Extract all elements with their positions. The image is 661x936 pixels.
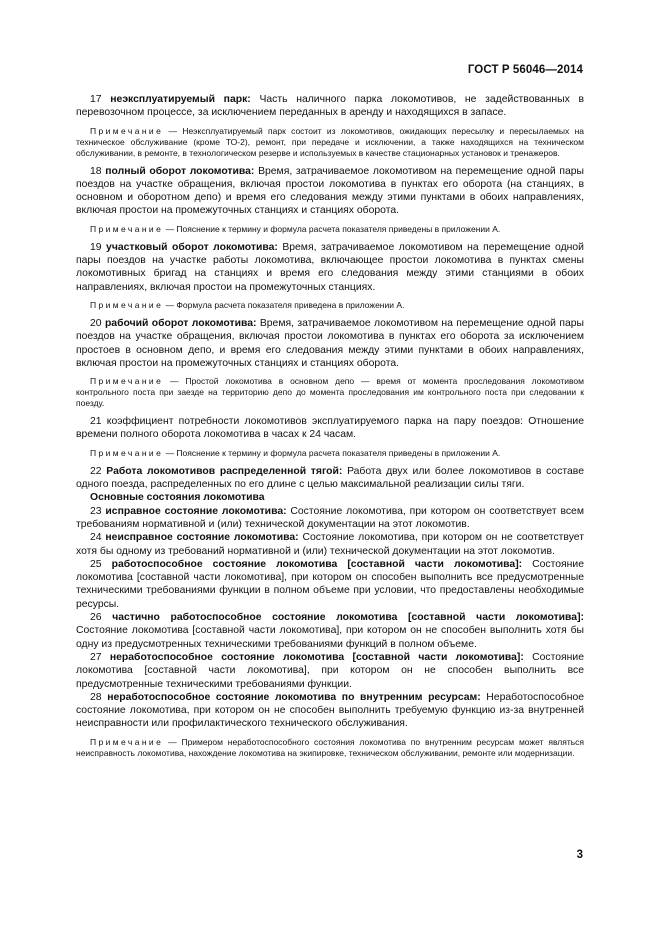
term-number: 19 xyxy=(90,241,102,253)
section-title: Основные состояния локомотива xyxy=(90,492,265,504)
note-label: Примечание xyxy=(90,447,164,458)
term-name: исправное состояние локомотива: xyxy=(105,505,287,517)
term-definition: Время, затрачиваемое локомотивом на перемещение одной пары поездов на участке обращения, включая простои локомотива в пунктах его оборота (на станциях, в основном и оборотном депо) и время его следования между этими пунктами в обоих направлениях, включая простои на промежуточных станциях и станциях оборота. xyxy=(76,165,585,217)
term-number: 24 xyxy=(90,532,102,544)
term-number: 25 xyxy=(90,558,102,570)
note-label: Примечание xyxy=(90,125,164,136)
term-21 xyxy=(76,415,584,442)
term-name: рабочий оборот локомотива: xyxy=(104,317,257,329)
note-text: — Простой локомотива в основном депо — время от момента проследования локомотивом контрольного поста при заезде на территорию депо до момента проследования им контрольного поста при следовании к поезду. xyxy=(76,376,584,409)
term-17 xyxy=(76,93,584,120)
term-definition: Состояние локомотива [составной части локомотива], при котором он не способен выполнить все предусмотренные техническими требованиями функции. xyxy=(76,651,584,690)
term-23 xyxy=(76,505,584,532)
note-label: Примечание xyxy=(90,376,164,387)
term-22 xyxy=(76,465,584,492)
term-name: работоспособное состояние локомотива [составной части локомотива]: xyxy=(111,558,523,570)
term-name: неэксплуатируемый парк: xyxy=(110,94,251,105)
term-definition: Состояние локомотива [составной части локомотива], при котором он не способен выполнить хотя бы одну из предусмотренных техническими требованиями функций в полном объеме. xyxy=(76,625,584,650)
document-code: ГОСТ Р 56046—2014 xyxy=(467,64,583,76)
term-definition: Работа двух или более локомотивов в составе одного поезда, распределенных по его длине с целью максимальной реализации силы тяги. xyxy=(76,465,584,491)
term-definition: Часть наличного парка локомотивов, не задействованных в перевозочном процессе, за исключением переданных в аренду и находящихся в запасе. xyxy=(76,94,585,119)
term-number: 17 xyxy=(90,94,102,105)
term-definition: Состояние локомотива [составной части локомотива], при котором он способен выполнить все предусмотренные техническими требованиями функции в полном объеме при условии, что предоставлены необходимые ресурсы. xyxy=(76,558,585,610)
term-definition: Состояние локомотива, при котором он не соответствует хотя бы одному из требований нормативной и (или) технической документации на этот локомотив. xyxy=(76,532,584,557)
note-18 xyxy=(76,224,584,235)
term-19 xyxy=(76,241,584,294)
term-20 xyxy=(76,317,584,370)
term-number: 23 xyxy=(90,505,102,517)
note-19 xyxy=(76,300,584,311)
term-number: 22 xyxy=(90,465,102,477)
term-28 xyxy=(76,691,584,731)
term-name: неисправное состояние локомотива: xyxy=(105,532,299,544)
note-label: Примечание xyxy=(90,299,164,310)
note-label: Примечание xyxy=(90,223,164,234)
term-number: 27 xyxy=(90,651,102,663)
note-17 xyxy=(76,126,584,159)
term-name: участковый оборот локомотива: xyxy=(106,241,278,253)
term-27 xyxy=(76,651,584,691)
term-name: полный оборот локомотива: xyxy=(105,165,255,177)
document-body xyxy=(76,93,584,765)
term-24 xyxy=(76,531,584,558)
term-18 xyxy=(76,165,584,218)
note-text: — Неэксплуатируемый парк состоит из локомотивов, ожидающих пересылку и пересылаемых на техническое обслуживание (кроме ТО-2), ремонт, при передаче и исключении, а также находящихся на техническом обслуживании, в ремонте, в технологическом резерве и используемых в качестве стационарных установок и тренажеров. xyxy=(76,125,584,158)
term-name: неработоспособное состояние локомотива [составной части локомотива]: xyxy=(109,651,524,663)
page-number: 3 xyxy=(576,849,583,861)
note-20 xyxy=(76,376,584,409)
note-label: Примечание xyxy=(90,736,164,747)
term-number: 20 xyxy=(90,317,102,329)
term-definition: Время, затрачиваемое локомотивом на перемещение одной пары поездов на участке обращения, включая простои локомотива в пунктах его оборота за исключением простоев в основном депо, и время его следования между этими пунктами в обоих направлениях, включая простои на промежуточных станциях и станциях оборота. xyxy=(76,317,584,369)
term-definition: Состояние локомотива, при котором он соответствует всем требованиям нормативной и (или) технической документации на этот локомотив. xyxy=(76,505,584,530)
term-number: 26 xyxy=(90,612,102,624)
term-name: частично работоспособное состояние локомотива [составной части локомотива]: xyxy=(112,612,584,624)
term-26 xyxy=(76,611,584,651)
term-number: 28 xyxy=(90,691,102,703)
note-text: — Пояснение к термину и формула расчета показателя приведены в приложении А. xyxy=(163,223,501,234)
term-definition: коэффициент потребности локомотивов эксплуатируемого парка на пару поездов: Отношение времени полного оборота локомотива в часах к 24 часам. xyxy=(76,416,584,441)
note-21 xyxy=(76,448,584,459)
note-28 xyxy=(76,737,584,759)
term-name: Работа локомотивов распределенной тягой: xyxy=(106,465,343,477)
term-name: неработоспособное состояние локомотива по внутренним ресурсам: xyxy=(107,691,481,703)
note-text: — Примером неработоспособного состояния локомотива по внутренним ресурсам может являться неисправность локомотива, нахождение локомотива на экипировке, техническом обслуживании, ремонте или модернизации. xyxy=(76,736,584,758)
term-25 xyxy=(76,558,584,611)
term-number: 18 xyxy=(90,165,102,177)
term-number: 21 xyxy=(90,416,102,428)
note-text: — Формула расчета показателя приведена в приложении А. xyxy=(163,299,405,310)
term-definition: Неработоспособное состояние локомотива, при котором он не способен выполнить требуемую функцию из-за внутренней неисправности или профилактического технического обслуживания. xyxy=(76,691,584,730)
note-text: — Пояснение к термину и формула расчета показателя приведены в приложении А. xyxy=(163,447,501,458)
term-definition: Время, затрачиваемое локомотивом на перемещение одной пары поездов на участке работы локомотива, включающее простои локомотива в пунктах смены локомотивных бригад на станциях и время его следования между этими станциями в обоих направлениях, включая простои на промежуточных станциях. xyxy=(76,241,584,293)
